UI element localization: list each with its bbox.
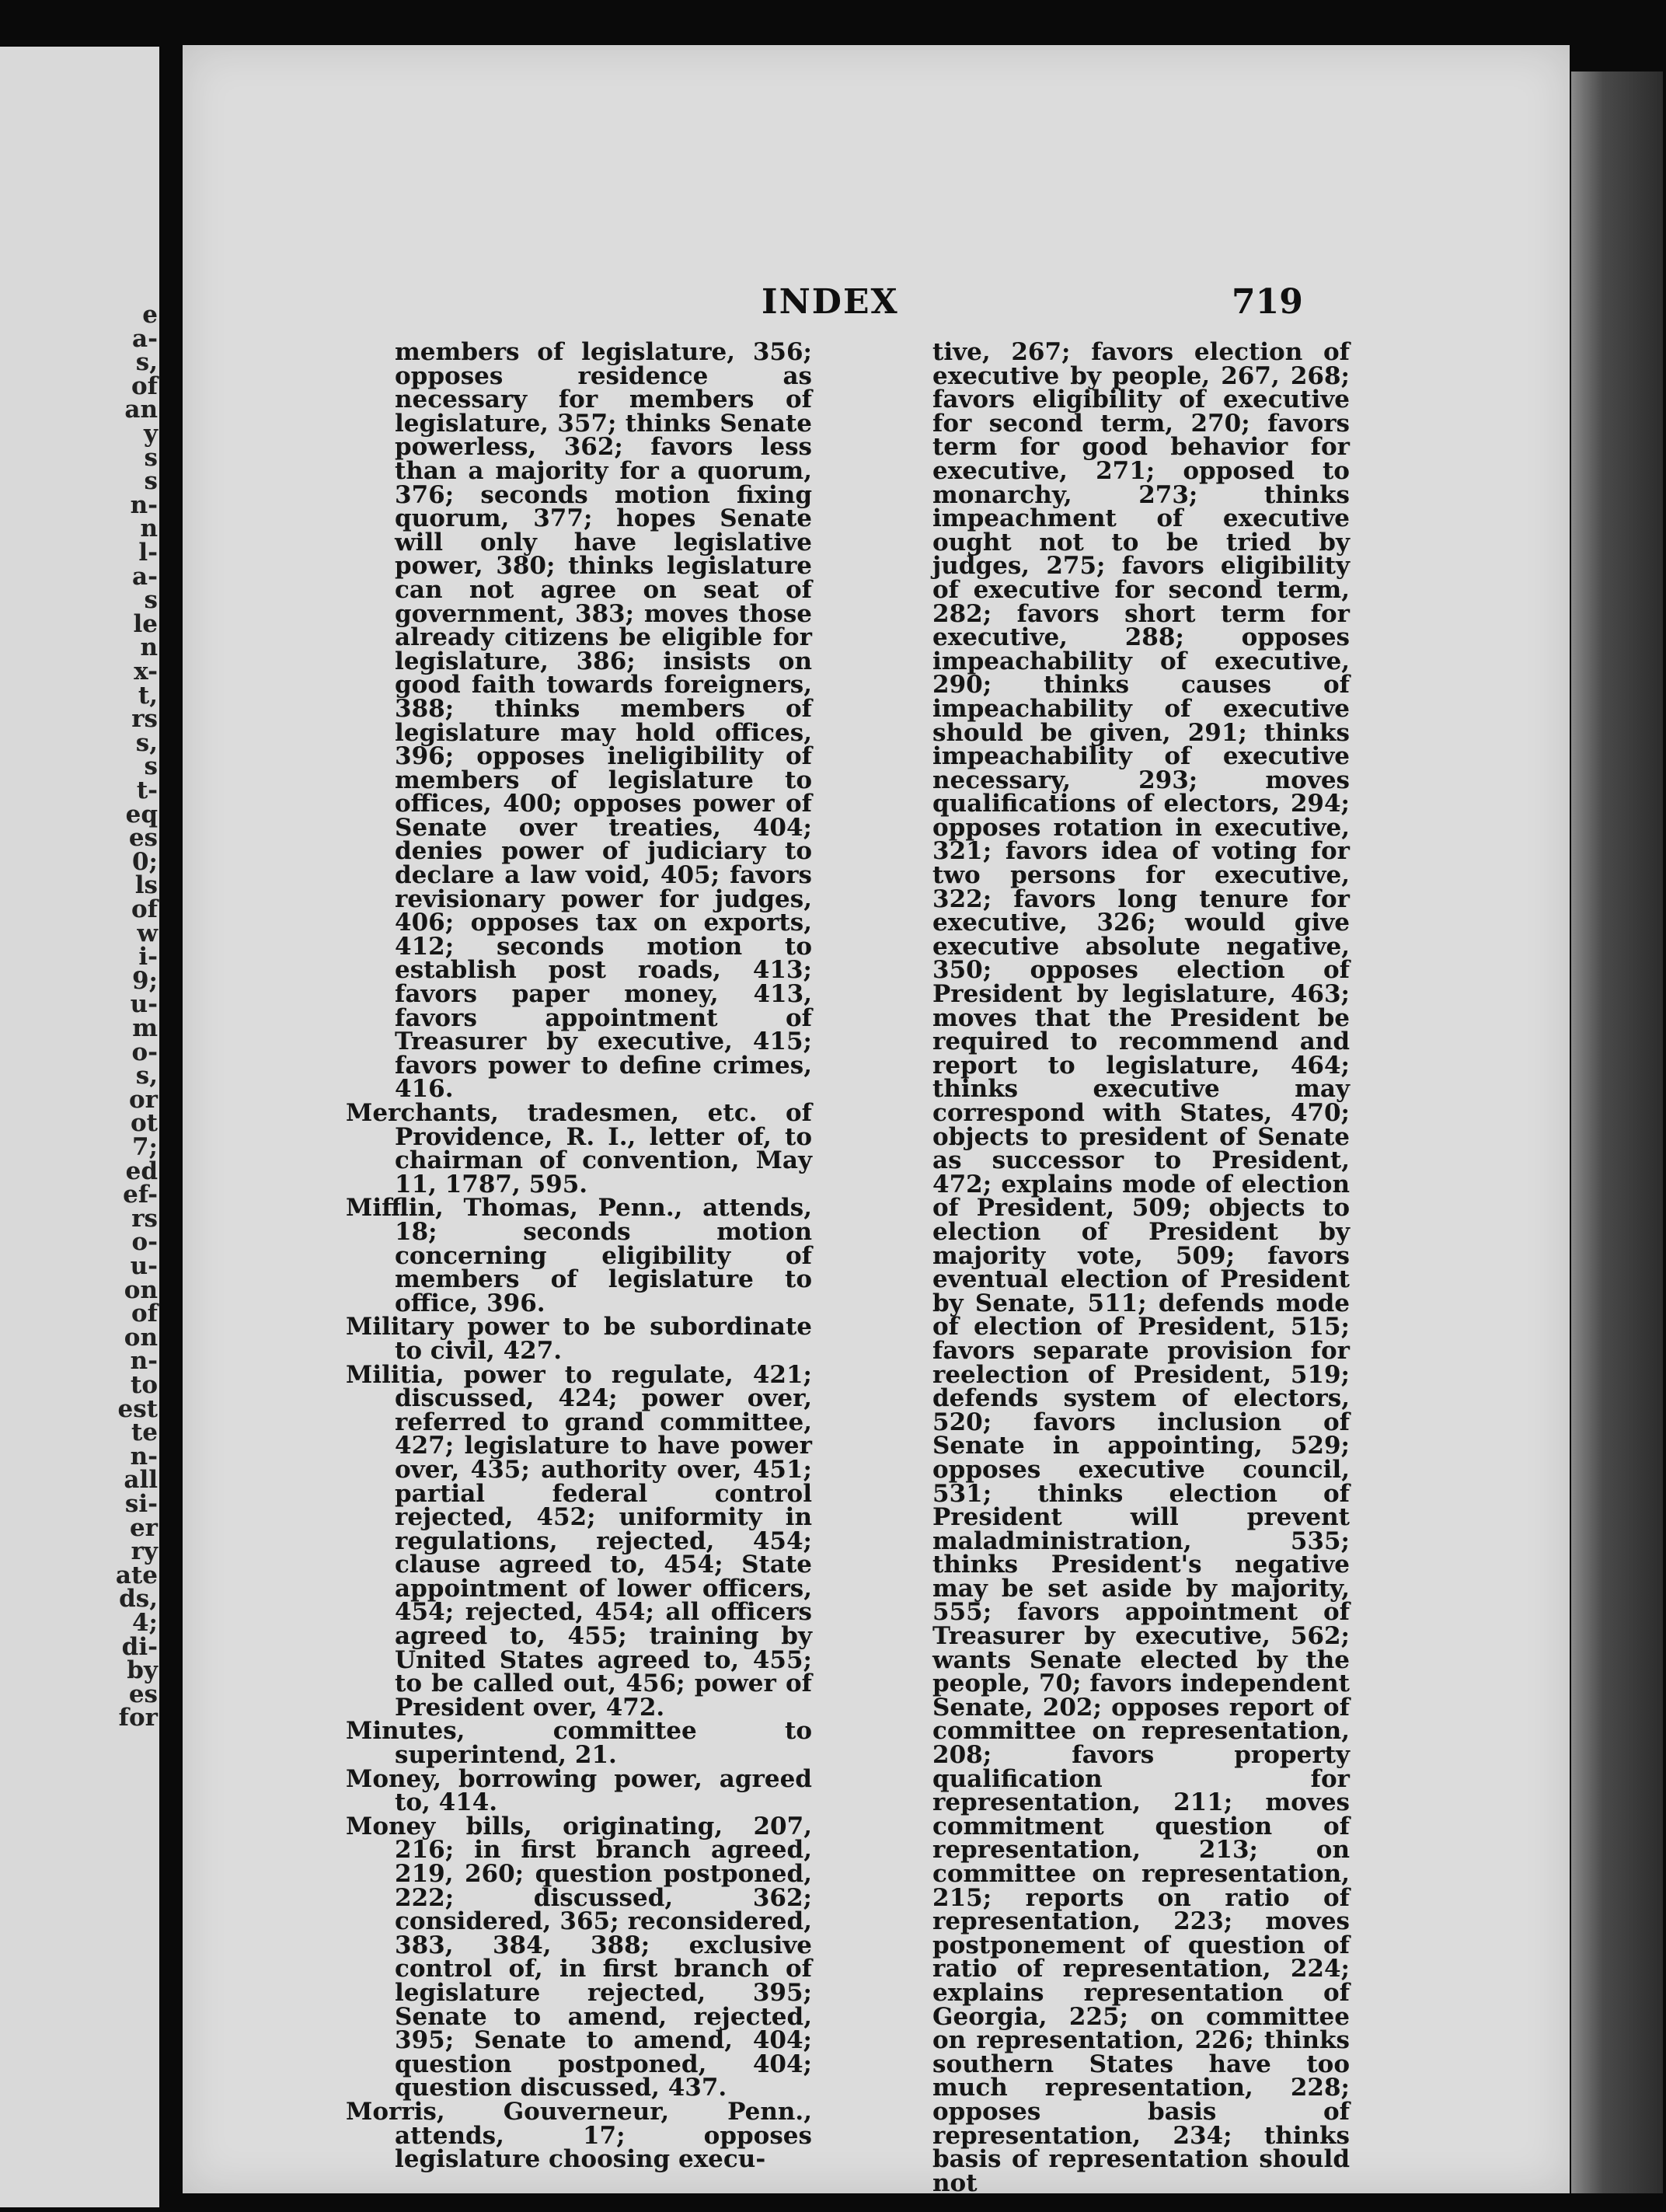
adjacent-page-text-fragment: on — [124, 1323, 158, 1352]
running-title: INDEX — [762, 282, 899, 322]
adjacent-page-text-fragment: x- — [134, 658, 158, 686]
index-entry: Minutes, committee to superintend, 21. — [346, 1717, 812, 1770]
adjacent-page-text-fragment: n- — [130, 1442, 158, 1471]
adjacent-page-text-fragment: a- — [132, 562, 158, 591]
index-entry-continuation: members of legislature, 356; opposes residence as necessary for members of legislature, 357; thinks Senate powerless, 362; favors less than a majority for a quorum, 376; seconds motion fixing quorum, 377; hopes Senate will only have legislative power, 380; thinks legislature can not agree on seat of government, 383; moves those already citizens be eligible for legislature, 386; insists on good faith towards foreigners, 388; thinks members of legislature may hold offices, 396; opposes ineligibility of members of legislature to offices, 400; opposes power of Senate over treaties, 404; denies power of judiciary to declare a law void, 405; favors revisionary power for judges, 406; opposes tax on exports, 412; seconds motion to establish post roads, 413; favors paper money, 413, favors appointment of Treasurer by executive, 415; favors power to define crimes, 416. — [395, 338, 812, 1104]
adjacent-page-text-fragment: ls — [134, 871, 158, 900]
index-entry: Money bills, originating, 207, 216; in first branch agreed, 219, 260; question postponed, 222; discussed, 362; considered, 365; reconsidered, 383, 384, 388; exclusive control of, in first branch of legislature rejected, 395; Senate to amend, rejected, 395; Senate to amend, 404; question postponed, 404; question discussed, 437. — [346, 1812, 812, 2102]
adjacent-page-text-fragment: n — [140, 633, 158, 662]
index-entry: Morris, Gouverneur, Penn., attends, 17; opposes legislature choosing execu- — [346, 2097, 812, 2174]
adjacent-page-fragment — [0, 47, 159, 2207]
adjacent-page-text-fragment: ds, — [119, 1585, 158, 1614]
adjacent-page-text-fragment: w — [137, 919, 158, 947]
adjacent-page-text-fragment: le — [133, 609, 158, 638]
adjacent-page-text-fragment: of — [131, 372, 158, 400]
page-edge-shadow — [1571, 72, 1663, 2193]
adjacent-page-text-fragment: by — [127, 1656, 158, 1685]
adjacent-page-text-fragment: l- — [138, 539, 158, 567]
adjacent-page-text-fragment: on — [124, 1275, 158, 1304]
adjacent-page-text-fragment: s — [144, 586, 158, 615]
adjacent-page-text-fragment: 9; — [131, 966, 158, 995]
adjacent-page-text-fragment: o- — [131, 1228, 158, 1257]
adjacent-page-text-fragment: of — [131, 1300, 158, 1328]
adjacent-page-text-fragment: of — [131, 895, 158, 923]
adjacent-page-text-fragment: ed — [125, 1157, 158, 1185]
adjacent-page-text-fragment: u- — [130, 1252, 158, 1280]
index-entry: Merchants, tradesmen, etc. of Providence, R. I., letter of, to chairman of convention, May 11, 1787, 595. — [346, 1099, 812, 1198]
index-entry: Mifflin, Thomas, Penn., attends, 18; seconds motion concerning eligibility of members of legislature to office, 396. — [346, 1194, 812, 1317]
adjacent-page-text-fragment: s, — [135, 728, 158, 757]
adjacent-page-text-fragment: n- — [130, 490, 158, 519]
adjacent-page-text-fragment: or — [128, 1085, 158, 1114]
adjacent-page-text-fragment: n- — [130, 1347, 158, 1376]
adjacent-page-text-fragment: si- — [124, 1490, 158, 1518]
adjacent-page-text-fragment: s — [144, 752, 158, 781]
adjacent-page-text-fragment: y — [143, 420, 158, 448]
adjacent-page-text-fragment: s — [144, 467, 158, 496]
adjacent-page-text-fragment: ate — [115, 1561, 158, 1589]
adjacent-page-text-fragment: a- — [132, 324, 158, 353]
page-number: 719 — [1232, 282, 1303, 322]
index-entry: Military power to be subordinate to civil, 427. — [346, 1313, 812, 1365]
adjacent-page-text-fragment: te — [131, 1418, 158, 1447]
index-column-right — [884, 340, 1350, 2195]
adjacent-page-text-fragment: ry — [131, 1537, 158, 1566]
adjacent-page-text-fragment: 7; — [131, 1133, 158, 1161]
adjacent-page-text-fragment: s — [144, 443, 158, 472]
adjacent-page-text-fragment: i- — [138, 943, 158, 972]
adjacent-page-text-fragment: est — [117, 1394, 158, 1423]
adjacent-page-text-fragment: s, — [135, 1062, 158, 1090]
adjacent-page-text-fragment: ef- — [123, 1181, 158, 1209]
index-entry-continuation: tive, 267; favors election of executive by people, 267, 268; favors eligibility of executive for second term, 270; favors term for good behavior for executive, 271; opposed to monarchy, 273; thinks impeachment of executive ought not to be tried by judges, 275; favors eligibility of executive for second term, 282; favors short term for executive, 288; opposes impeachability of executive, 290; thinks causes of impeachability of executive should be given, 291; thinks impeachability of executive necessary, 293; moves qualifications of electors, 294; opposes rotation in executive, 321; favors idea of voting for two persons for executive, 322; favors long tenure for executive, 326; would give executive absolute negative, 350; opposes election of President by legislature, 463; moves that the President be required to recommend and report to legislature, 464; thinks executive may correspond with States, 470; objects to president of Senate as successor to President, 472; explains mode of election of President, 509; objects to election of President by majority vote, 509; favors eventual election of President by Senate, 511; defends mode of election of President, 515; favors separate provision for reelection of President, 519; defends system of electors, 520; favors inclusion of Senate in appointing, 529; opposes executive council, 531; thinks election of President will prevent maladministration, 535; thinks President's negative may be set aside by majority, 555; favors appointment of Treasurer by executive, 562; wants Senate elected by the people, 70; favors independent Senate, 202; opposes report of committee on representation, 208; favors property qualification for representation, 211; moves commitment question of representation, 213; on committee on representation, 215; reports on ratio of representation, 223; moves postponement of question of ratio of representation, 224; explains representation of Georgia, 225; on committee on representation, 226; thinks southern States have too much representation, 228; opposes basis of representation, 234; thinks basis of representation should not — [932, 338, 1350, 2197]
adjacent-page-text-fragment: 0; — [131, 847, 158, 876]
adjacent-page-text-fragment: e — [142, 301, 158, 329]
index-column-left — [346, 340, 812, 2172]
adjacent-page-text-fragment: 4; — [131, 1609, 158, 1637]
index-entry: Militia, power to regulate, 421; discussed, 424; power over, referred to grand committee, 427; legislature to have power over, 435; authority over, 451; partial federal control rejected, 452; uniformity in regulations, rejected, 454; clause agreed to, 454; State appointment of lower officers, 454; rejected, 454; all officers agreed to, 455; training by United States agreed to, 455; to be called out, 456; power of President over, 472. — [346, 1360, 812, 1722]
adjacent-page-text-fragment: to — [131, 1371, 158, 1399]
adjacent-page-text-fragment: o- — [131, 1038, 158, 1066]
page-header — [183, 282, 1570, 329]
adjacent-page-text-fragment: eq — [125, 800, 158, 829]
adjacent-page-text-fragment: s, — [135, 348, 158, 377]
adjacent-page-text-fragment: di- — [121, 1632, 158, 1661]
adjacent-page-text-fragment: for — [118, 1704, 158, 1732]
adjacent-page-text-fragment: er — [129, 1513, 158, 1542]
adjacent-page-text-fragment: rs — [131, 1204, 158, 1233]
adjacent-page-text-fragment: n — [140, 515, 158, 543]
adjacent-page-text-fragment: es — [128, 824, 158, 853]
adjacent-page-text-fragment: an — [124, 396, 158, 424]
book-page — [183, 45, 1570, 2197]
adjacent-page-text-fragment: ot — [131, 1109, 158, 1138]
adjacent-page-text-fragment: m — [132, 1014, 158, 1042]
adjacent-page-text-fragment: all — [124, 1466, 158, 1495]
adjacent-page-text-fragment: t, — [138, 681, 158, 710]
adjacent-page-text-fragment: t- — [136, 776, 158, 804]
adjacent-page-text-fragment: rs — [131, 705, 158, 734]
adjacent-page-text-fragment: u- — [130, 990, 158, 1019]
adjacent-page-text-fragment: es — [128, 1680, 158, 1708]
index-entry: Money, borrowing power, agreed to, 414. — [346, 1764, 812, 1817]
